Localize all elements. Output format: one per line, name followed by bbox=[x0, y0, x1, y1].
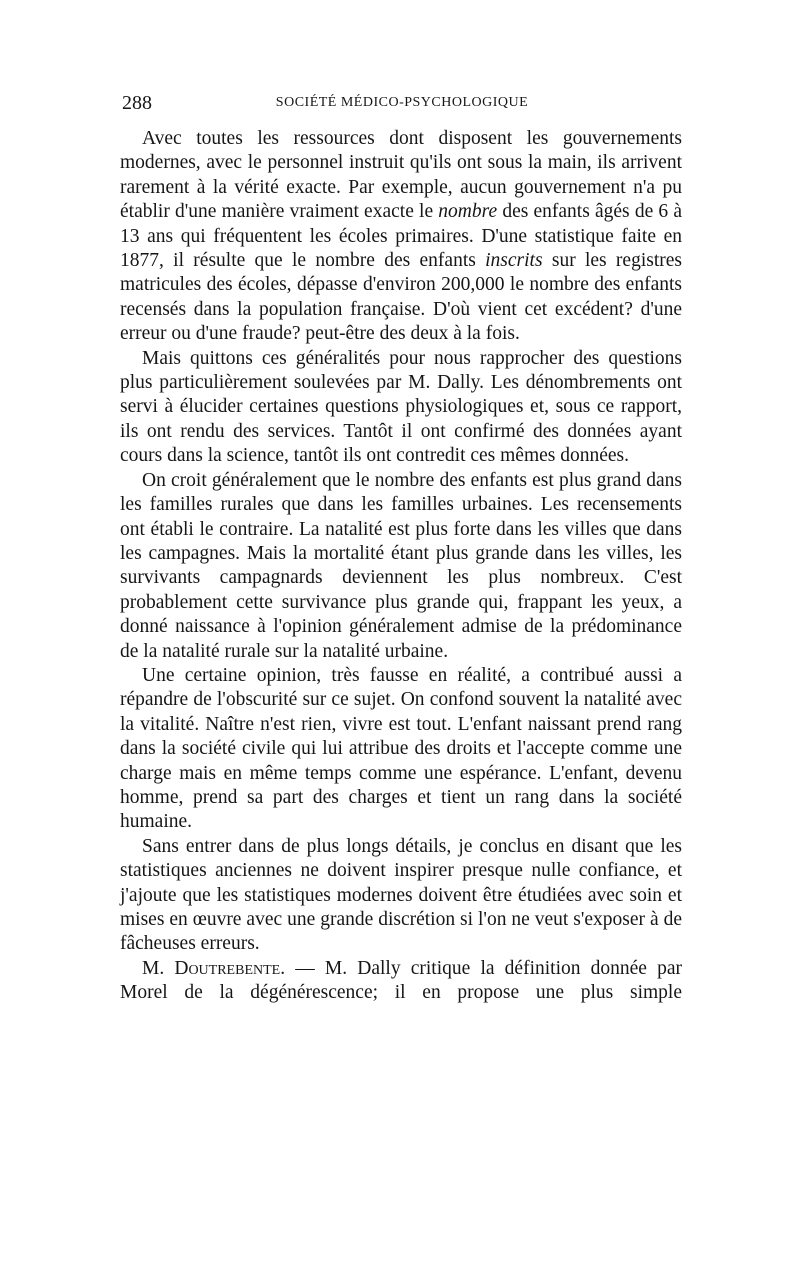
paragraph: Sans entrer dans de plus longs détails, je conclus en disant que les statistiques anciennes ne doivent inspirer presque nulle confiance, et j'ajoute que les statistiques modernes doivent être étudiées avec soin et mises en œuvre avec une grande discrétion si l'on ne veut s'exposer à de fâcheuses erreurs. bbox=[120, 835, 682, 955]
emphasis: nombre bbox=[438, 201, 498, 223]
emphasis: inscrits bbox=[485, 250, 543, 272]
body-text bbox=[120, 127, 682, 1006]
paragraph-text: sur les registres matricules des écoles, dépasse d'environ 200,000 le nombre des enfants recensés dans la population française. D'où vient cet excédent? d'une erreur ou d'une fraude? peut-être des deux à la fois. bbox=[120, 250, 682, 345]
paragraph: Une certaine opinion, très fausse en réalité, a contribué aussi a répandre de l'obscurité sur ce sujet. On confond souvent la natalité avec la vitalité. Naître n'est rien, vivre est tout. L'enfant naissant prend rang dans la société civile qui lui attribue des droits et l'accepte comme une charge mais en même temps comme une espérance. L'enfant, devenu homme, prend sa part des charges et tient un rang dans la société humaine. bbox=[120, 664, 682, 833]
running-head: SOCIÉTÉ MÉDICO-PSYCHOLOGIQUE bbox=[275, 95, 529, 110]
page-number: 288 bbox=[122, 92, 152, 114]
paragraph-text: Avec toutes les ressources dont disposent les gouvernements modernes, avec le personnel instruit qu'ils ont sous la main, ils arrivent rarement à la vérité exacte. Par exemple, aucun gouvernement n'a pu établir d'une manière vraiment exacte le bbox=[120, 128, 682, 223]
paragraph bbox=[120, 957, 682, 1006]
paragraph-text: des enfants âgés de 6 à 13 ans qui fréquentent les écoles primaires. D'une statistique faite en 1877, il résulte que le nombre des enfants bbox=[120, 201, 682, 272]
paragraph: On croit généralement que le nombre des enfants est plus grand dans les familles rurales que dans les familles urbaines. Les recensements ont établi le contraire. La natalité est plus forte dans les villes que dans les campagnes. Mais la mortalité étant plus grande dans les villes, les survivants campagnards deviennent les plus nombreux. C'est probablement cette survivance plus grande qui, frappant les yeux, a donné naissance à l'opinion généralement admise de la prédominance de la natalité rurale sur la natalité urbaine. bbox=[120, 469, 682, 662]
page-header bbox=[122, 92, 682, 120]
speaker-name: M. Doutrebente. bbox=[142, 957, 286, 979]
paragraph bbox=[120, 127, 682, 347]
paragraph-text: — M. Dally critique la définition donnée par Morel de la dégénérescence; il en propose une plus simple bbox=[120, 957, 682, 1004]
paragraph: Mais quittons ces généralités pour nous rapprocher des questions plus particulièrement soulevées par M. Dally. Les dénombrements ont servi à élucider certaines questions physiologiques et, sous ce rapport, ils ont rendu des services. Tantôt il ont confirmé des données ayant cours dans la science, tantôt ils ont contredit ces mêmes données. bbox=[120, 347, 682, 467]
